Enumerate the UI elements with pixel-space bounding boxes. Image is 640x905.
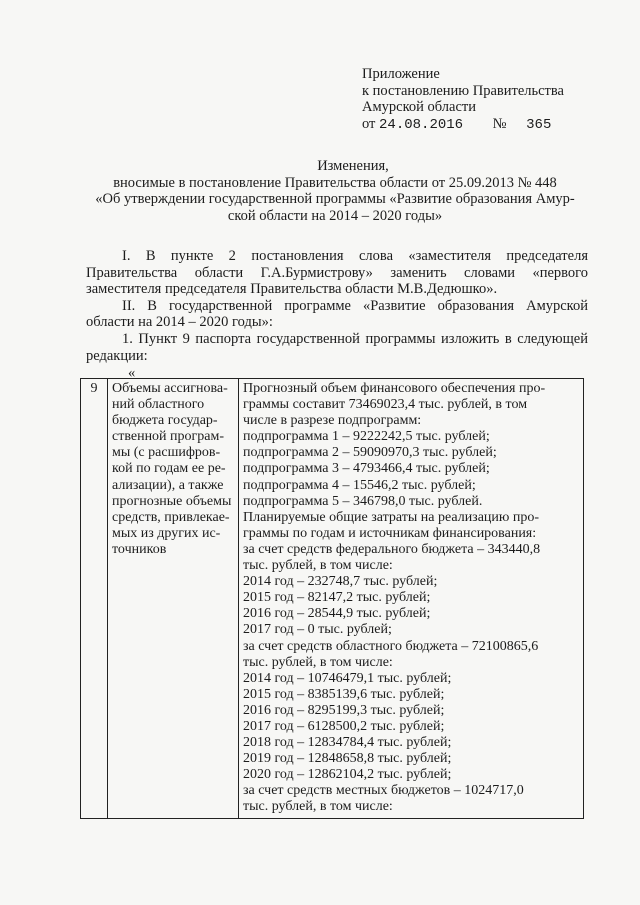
name-line: бюджета государ-	[112, 413, 218, 429]
name-line: ализации), а также	[112, 477, 224, 493]
document-body	[86, 248, 588, 364]
opening-quote: «	[128, 365, 136, 381]
value-line: Планируемые общие затраты на реализацию про-	[243, 509, 540, 525]
value-line: тыс. рублей, в том числе:	[243, 654, 393, 670]
document-title	[70, 158, 600, 224]
value-line: подпрограмма 1 – 9222242,5 тыс. рублей;	[243, 429, 490, 445]
value-line: 2018 год – 12834784,4 тыс. рублей;	[243, 735, 452, 751]
row-value-cell	[239, 379, 584, 819]
title-line: вносимые в постановление Правительства области от 25.09.2013 № 448	[113, 174, 557, 191]
row-number: 9	[81, 379, 108, 819]
value-line: 2017 год – 0 тыс. рублей;	[243, 622, 392, 638]
value-line: граммы составит 73469023,4 тыс. рублей, в том	[243, 397, 528, 413]
value-line: 2015 год – 82147,2 тыс. рублей;	[243, 590, 431, 606]
value-line: 2020 год – 12862104,2 тыс. рублей;	[243, 767, 452, 783]
value-line: тыс. рублей, в том числе:	[243, 558, 393, 574]
name-line: средств, привлекае-	[112, 509, 230, 525]
name-line: кой по годам ее ре-	[112, 461, 226, 477]
approval-number: 365	[526, 116, 552, 133]
value-line: 2016 год – 28544,9 тыс. рублей;	[243, 606, 431, 622]
table-row	[81, 379, 584, 819]
value-line: 2014 год – 232748,7 тыс. рублей;	[243, 574, 438, 590]
title-line: ской области на 2014 – 2020 годы»	[227, 207, 443, 224]
paragraph-1: I. В пункте 2 постановления слова «заместителя председателя Правительства области Г.А.Бурмистрову» заменить словами «первого заместителя председателя Правительства области М.В.Дедюшко».	[86, 248, 588, 298]
name-line: точников	[112, 541, 167, 557]
title-line: «Об утверждении государственной программы «Развитие образования Амур-	[95, 191, 575, 207]
paragraph-3: 1. Пункт 9 паспорта государственной программы изложить в следующей редакции:	[86, 330, 588, 364]
value-line: за счет средств местных бюджетов – 1024717,0	[243, 783, 524, 799]
approval-heading: Приложение	[362, 66, 440, 82]
approval-stamp	[362, 66, 622, 133]
value-line: граммы по годам и источникам финансирования:	[243, 525, 537, 541]
value-line: 2019 год – 12848658,8 тыс. рублей;	[243, 751, 452, 767]
value-line: подпрограмма 5 – 346798,0 тыс. рублей.	[243, 493, 483, 509]
approval-date-line	[362, 116, 622, 134]
name-line: ственной програм-	[112, 429, 225, 445]
name-line: ний областного	[112, 397, 205, 413]
value-line: 2016 год – 8295199,3 тыс. рублей;	[243, 702, 445, 718]
name-line: мы (с расшифров-	[112, 445, 221, 461]
number-label: №	[492, 115, 507, 132]
value-line: 2015 год – 8385139,6 тыс. рублей;	[243, 686, 445, 702]
value-line: Прогнозный объем финансового обеспечения про-	[243, 381, 546, 396]
value-line: 2017 год – 6128500,2 тыс. рублей;	[243, 718, 445, 734]
approval-line: к постановлению Правительства	[362, 82, 564, 99]
row-name-cell	[108, 379, 239, 819]
approval-date: 24.08.2016	[379, 116, 464, 133]
value-line: подпрограмма 3 – 4793466,4 тыс. рублей;	[243, 461, 490, 477]
paragraph-2: II. В государственной программе «Развитие образования Амурской области на 2014 – 2020 годы»:	[86, 297, 588, 331]
value-line: 2014 год – 10746479,1 тыс. рублей;	[243, 670, 452, 686]
value-line: за счет средств федерального бюджета – 343440,8	[243, 541, 541, 557]
name-line: Объемы ассигнова-	[112, 381, 228, 396]
name-line: прогнозные объемы	[112, 493, 232, 509]
value-line: подпрограмма 4 – 15546,2 тыс. рублей;	[243, 477, 476, 493]
title-line: Изменения,	[317, 158, 389, 174]
value-line: за счет средств областного бюджета – 72100865,6	[243, 638, 539, 654]
value-line: подпрограмма 2 – 59090970,3 тыс. рублей;	[243, 445, 497, 461]
name-line: мых из других ис-	[112, 525, 221, 541]
approval-line: Амурской области	[362, 99, 476, 115]
value-line: тыс. рублей, в том числе:	[243, 799, 393, 815]
passport-table	[80, 378, 584, 819]
date-prefix: от	[362, 115, 376, 132]
value-line: числе в разрезе подпрограмм:	[243, 413, 422, 429]
